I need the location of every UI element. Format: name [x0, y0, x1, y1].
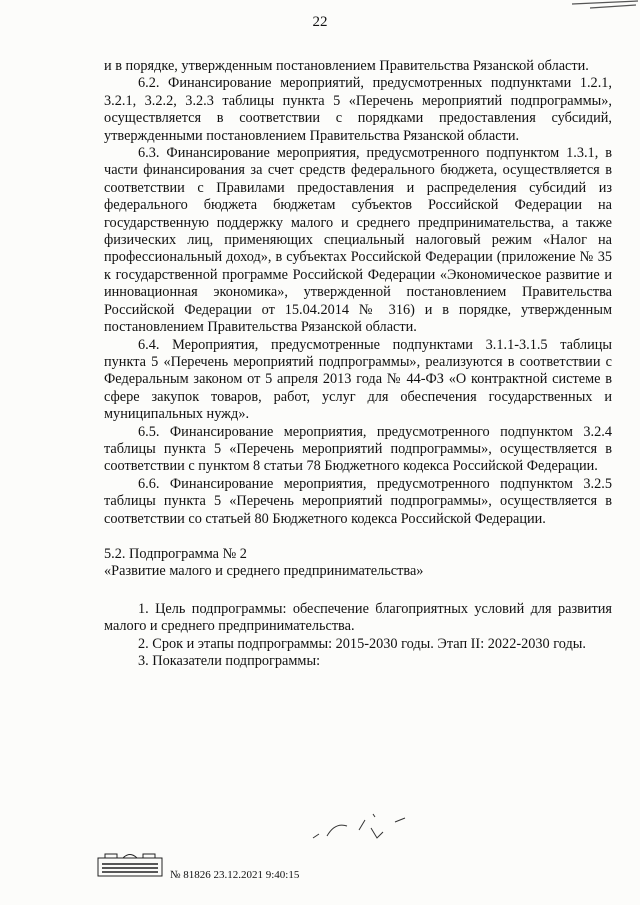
page-number: 22 — [312, 14, 328, 30]
seal-stamp-icon — [97, 852, 163, 878]
paragraph-6-4: 6.4. Мероприятия, предусмотренные подпунктами 3.1.1-3.1.5 таблицы пункта 5 «Перечень мероприятий подпрограммы», реализуются в соответствии с Федеральным законом от 5 апреля 2013 года № 44-ФЗ «О контрактной системе в сфере закупок товаров, работ, услуг для обеспечения государственных и муниципальных нужд». — [104, 336, 612, 423]
paragraph-6-6: 6.6. Финансирование мероприятия, предусмотренного подпунктом 3.2.5 таблицы пункта 5 «Перечень мероприятий подпрограммы», осуществляется в соответствии со статьей 80 Бюджетного кодекса Российской Федерации. — [104, 475, 612, 527]
paragraph-6-5: 6.5. Финансирование мероприятия, предусмотренного подпунктом 3.2.4 таблицы пункта 5 «Перечень мероприятий подпрограммы», осуществляется в соответствии с пунктом 8 статьи 78 Бюджетного кодекса Российской Федерации. — [104, 423, 612, 475]
handwritten-signature — [305, 808, 425, 848]
paragraph-continuation: и в порядке, утвержденным постановлением Правительства Рязанской области. — [104, 58, 589, 74]
section-title: 5.2. Подпрограмма № 2 — [104, 545, 247, 562]
document-body — [104, 58, 612, 670]
paragraph-6-3: 6.3. Финансирование мероприятия, предусмотренного подпунктом 1.3.1, в части финансирования за счет средств федерального бюджета, осуществляется в соответствии с Правилами предоставления и распределения субсидий из федерального бюджета бюджетам субъектов Российской Федерации на государственную поддержку малого и среднего предпринимательства, а также физических лиц, применяющих специальный налоговый режим «Налог на профессиональный доход», в субъектах Российской Федерации (приложение № 35 к государственной программе Российской Федерации «Экономическое развитие и инновационная экономика», утвержденной постановлением Правительства Российской Федерации от 15.04.2014 № 316) и в порядке, утвержденным постановлением Правительства Рязанской области. — [104, 145, 612, 336]
paragraph-6-2: 6.2. Финансирование мероприятий, предусмотренных подпунктами 1.2.1, 3.2.1, 3.2.2, 3.2.3 таблицы пункта 5 «Перечень мероприятий подпрограммы», осуществляется в соответствии с порядками предоставления субсидий, утвержденными постановлением Правительства Рязанской области. — [104, 75, 612, 144]
document-id: № 81826 23.12.2021 9:40:15 — [170, 869, 300, 881]
item-term: 2. Срок и этапы подпрограммы: 2015-2030 годы. Этап II: 2022-2030 годы. — [138, 635, 586, 652]
scan-artifact — [550, 0, 640, 14]
item-goal: 1. Цель подпрограммы: обеспечение благоприятных условий для развития малого и среднего предпринимательства. — [104, 600, 612, 635]
section-subtitle: «Развитие малого и среднего предпринимательства» — [104, 563, 424, 580]
item-indicators: 3. Показатели подпрограммы: — [138, 653, 321, 669]
